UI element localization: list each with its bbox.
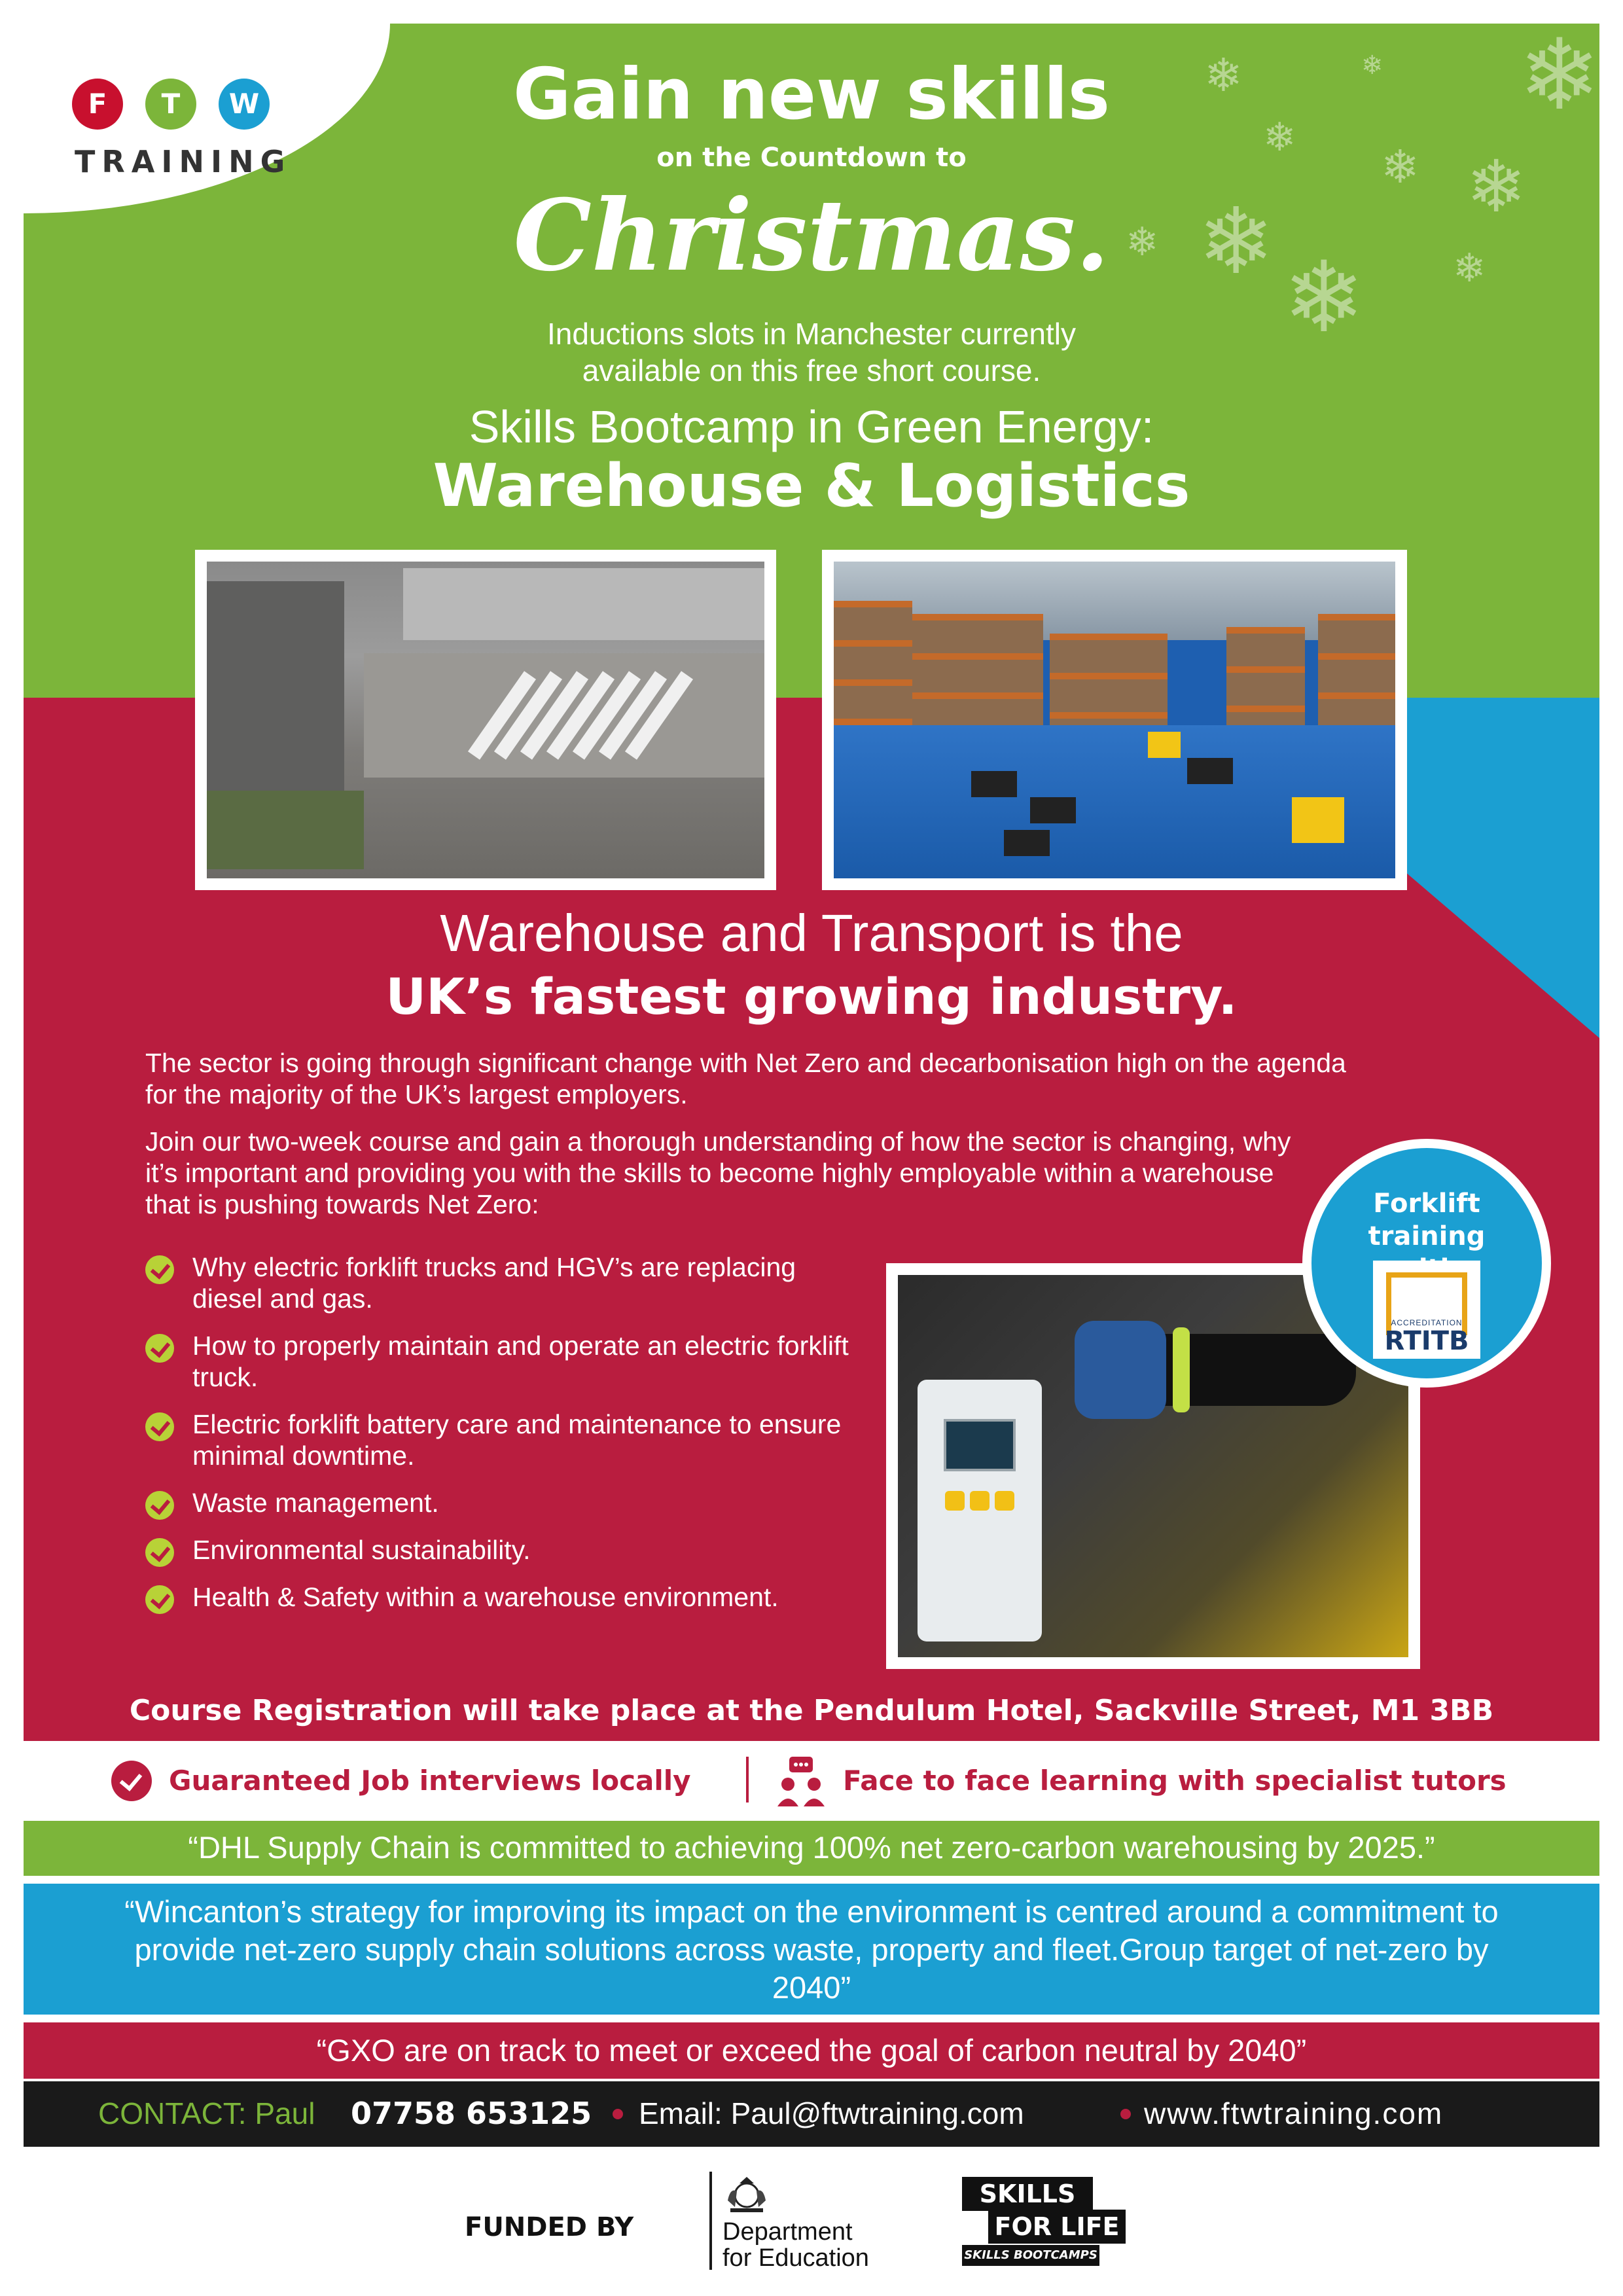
snowflake-icon: ❄ (1204, 48, 1243, 102)
list-item-text: How to properly maintain and operate an electric forklift truck. (192, 1331, 849, 1392)
list-item (145, 1487, 865, 1518)
list-item-text: Waste management. (192, 1488, 439, 1518)
skills-for-life-logo (962, 2177, 1126, 2275)
sfl-line-3: SKILLS BOOTCAMPS (962, 2245, 1099, 2266)
feature-face-to-face: Face to face learning with specialist tutors (843, 1765, 1507, 1797)
intro-paragraph-1: The sector is going through significant change with Net Zero and decarbonisation high on the agenda for the majority of the UK’s largest employers. (145, 1048, 1346, 1109)
inductions-note (24, 315, 1599, 389)
quote-gxo: “GXO are on track to meet or exceed the goal of carbon neutral by 2040” (24, 2022, 1599, 2079)
feature-job-interviews: Guaranteed Job interviews locally (169, 1765, 691, 1797)
countdown-subtitle: on the Countdown to (656, 143, 967, 173)
contact-website[interactable]: www.ftwtraining.com (1144, 2096, 1444, 2130)
snowflake-icon: ❄ (1283, 241, 1365, 355)
royal-crest-icon (724, 2174, 770, 2214)
logo-wordmark: TRAINING (75, 144, 292, 179)
rtitb-badge (1302, 1139, 1551, 1388)
quote-wincanton: “Wincanton’s strategy for improving its impact on the environment is centred around a commitment to provide net-zero supply chain solutions across waste, property and fleet.Group target of net-zero by 2040” (24, 1884, 1599, 2015)
dfe-logo (709, 2172, 880, 2270)
course-topics-list (145, 1251, 865, 1628)
christmas-script: Christmas. (513, 178, 1110, 293)
intro-line-2: UK’s fastest growing industry. (385, 967, 1238, 1026)
snowflake-icon: ❄ (1263, 115, 1296, 160)
dfe-wordmark (722, 2219, 869, 2271)
rtitb-accreditation-label: ACCREDITATION (1391, 1318, 1463, 1327)
list-item (145, 1534, 865, 1566)
logo-letter-t: T (145, 79, 196, 130)
people-chat-icon (775, 1755, 827, 1808)
badge-check-icon (111, 1761, 152, 1801)
registration-location: Course Registration will take place at the Pendulum Hotel, Sackville Street, M1 3BB (129, 1694, 1494, 1727)
aerial-warehouse-photo (195, 550, 776, 890)
list-item-text: Why electric forklift trucks and HGV’s are replacing diesel and gas. (192, 1252, 796, 1314)
snowflake-icon: ❄ (1198, 188, 1275, 295)
badge-circle (1311, 1148, 1542, 1378)
bootcamp-subtitle: Skills Bootcamp in Green Energy: (469, 401, 1154, 452)
list-item-text: Health & Safety within a warehouse environment. (192, 1582, 779, 1612)
list-item (145, 1251, 865, 1314)
intro-line-1: Warehouse and Transport is the (440, 904, 1183, 962)
list-item-text: Electric forklift battery care and maintenance to ensure minimal downtime. (192, 1409, 842, 1471)
features-row (24, 1741, 1599, 1820)
warehouse-interior-photo (822, 550, 1407, 890)
contact-phone[interactable]: 07758 653125 (351, 2096, 592, 2131)
check-icon (145, 1255, 174, 1284)
rtitb-wordmark: RTITB (1384, 1326, 1469, 1356)
aerial-photo-image (207, 562, 764, 878)
contact-email[interactable]: Email: Paul@ftwtraining.com (639, 2096, 1024, 2130)
quote-dhl: “DHL Supply Chain is committed to achieving 100% net zero-carbon warehousing by 2025.” (24, 1821, 1599, 1876)
dfe-line-2: for Education (722, 2244, 869, 2272)
check-icon (145, 1538, 174, 1567)
inductions-text: Inductions slots in Manchester currently available on this free short course. (547, 317, 1076, 387)
course-title: Warehouse & Logistics (433, 452, 1190, 520)
snowflake-icon: ❄ (1466, 145, 1527, 228)
dfe-rule (709, 2172, 712, 2270)
feature-divider (746, 1757, 749, 1803)
snowflake-icon: ❄ (1518, 18, 1601, 132)
intro-paragraph-2: Join our two-week course and gain a thorough understanding of how the sector is changing, why it’s important and providing you with the skills to become highly employable within a warehouse that is pushing towards Net Zero: (145, 1126, 1291, 1219)
sfl-line-2: FOR LIFE (988, 2210, 1126, 2244)
snowflake-icon: ❄ (1361, 50, 1383, 81)
bullet-dot-icon (1120, 2109, 1131, 2119)
dfe-line-1: Department (722, 2218, 853, 2246)
headline: Gain new skills (513, 54, 1110, 135)
snowflake-icon: ❄ (1381, 140, 1419, 194)
logo-letter-w: W (219, 79, 270, 130)
snowflake-icon: ❄ (1126, 219, 1159, 265)
snowflake-icon: ❄ (1453, 245, 1486, 291)
check-icon (145, 1491, 174, 1520)
badge-text: Forklift training (1368, 1189, 1486, 1251)
logo-letter-f: F (72, 79, 123, 130)
warehouse-photo-image (834, 562, 1395, 878)
bullet-dot-icon (613, 2109, 623, 2119)
sfl-line-1: SKILLS (962, 2177, 1093, 2211)
list-item (145, 1330, 865, 1393)
funded-by-label: FUNDED BY (465, 2212, 634, 2242)
contact-bar (24, 2081, 1599, 2147)
list-item (145, 1408, 865, 1471)
list-item-text: Environmental sustainability. (192, 1535, 531, 1565)
check-icon (145, 1585, 174, 1614)
contact-label: CONTACT: Paul (98, 2096, 315, 2130)
rtitb-logo (1373, 1261, 1480, 1359)
check-icon (145, 1412, 174, 1441)
check-icon (145, 1334, 174, 1363)
list-item (145, 1581, 865, 1613)
